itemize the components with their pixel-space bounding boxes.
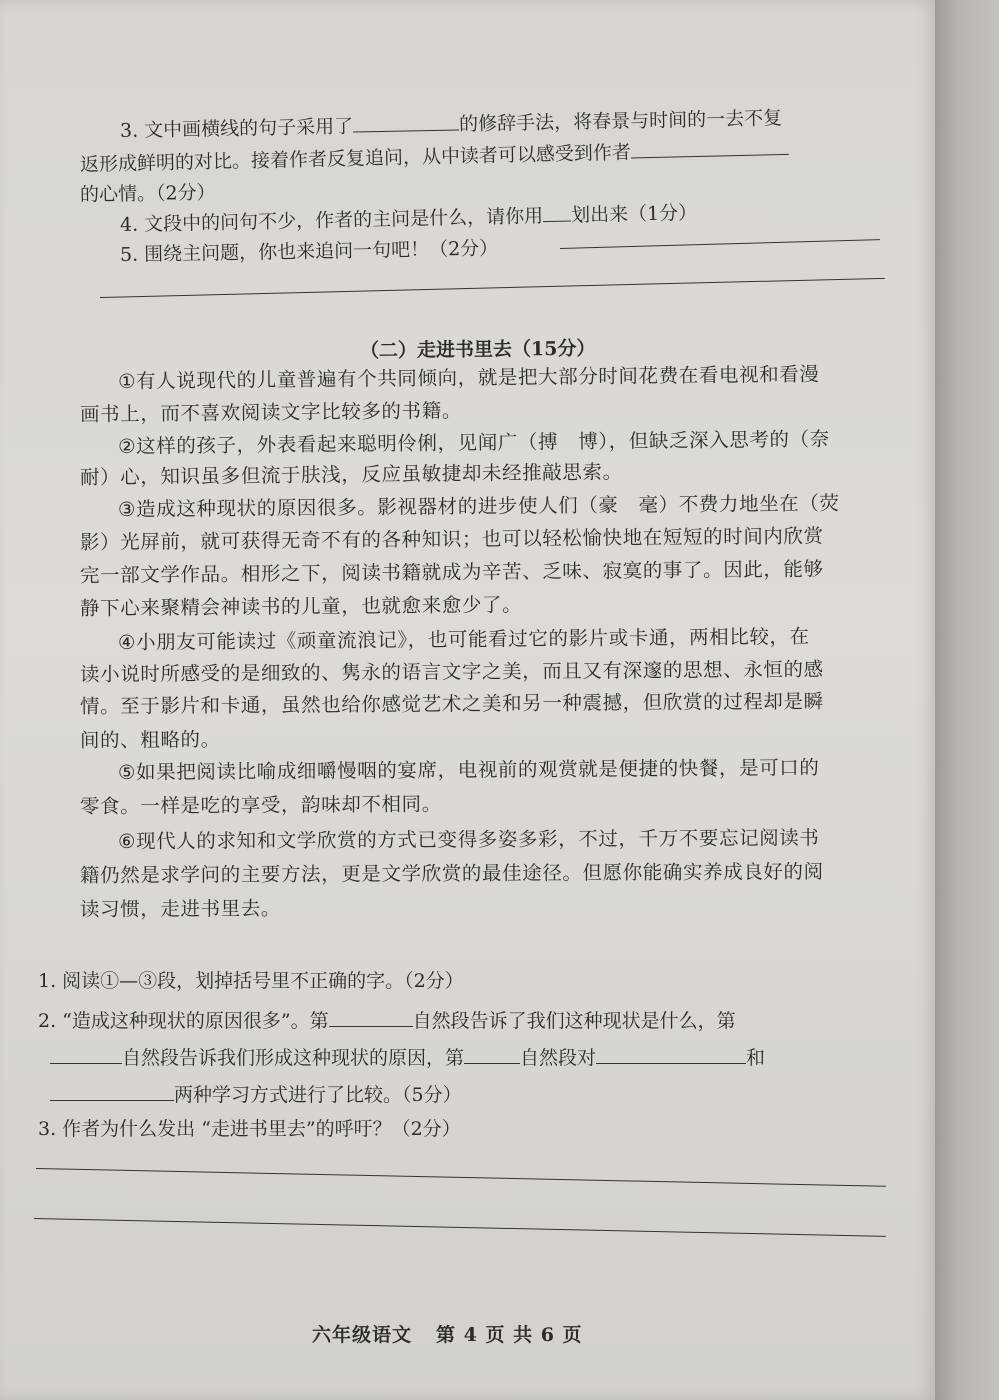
footer bbox=[312, 1322, 583, 1348]
passage-line-16: 籍仍然是求学问的主要方法，更是文学欣赏的最佳途径。但愿你能确实养成良好的阅 bbox=[79, 860, 824, 887]
footer-subject: 六年级语文 bbox=[312, 1324, 413, 1346]
passage-line-15: ⑥现代人的求知和文学欣赏的方式已变得多姿多彩，不过，千万不要忘记阅读书 bbox=[117, 826, 820, 853]
passage-line-11: 情。至于影片和卡通，虽然也给你感觉艺术之美和另一种震撼，但欣赏的过程却是瞬 bbox=[79, 689, 824, 718]
s1-q4-text1: 4. 文段中的问句不少，作者的主问是什么，请你用 bbox=[119, 205, 544, 236]
s1-q3-text3: 返形成鲜明的对比。接着作者反复追问，从中读者可以感受到作者 bbox=[79, 141, 632, 176]
s1-q5-text: 5. 围绕主问题，你也来追问一句吧！（2分） bbox=[119, 237, 499, 266]
passage-line-17: 读习惯，走进书里去。 bbox=[79, 896, 282, 921]
q1-line bbox=[38, 968, 464, 994]
passage-line-12: 间的、粗略的。 bbox=[79, 728, 221, 752]
s1-q3-line3 bbox=[80, 180, 216, 208]
q2-line3 bbox=[50, 1080, 462, 1108]
q2-line2 bbox=[50, 1043, 765, 1071]
q2-line1 bbox=[38, 1006, 736, 1034]
passage-line-3: ②这样的孩子，外表看起来聪明伶俐，见闻广（搏 博），但缺乏深入思考的（奈 bbox=[117, 427, 830, 458]
q2-text2: 自然段告诉了我们这种现状是什么，第 bbox=[412, 1010, 736, 1032]
q2-text4: 自然段对 bbox=[520, 1047, 597, 1069]
q2-blank3[interactable] bbox=[464, 1043, 520, 1064]
q2-blank4[interactable] bbox=[596, 1043, 746, 1064]
q2-blank5[interactable] bbox=[50, 1080, 174, 1101]
page-edge-shadow bbox=[935, 0, 999, 1400]
q3-line bbox=[38, 1116, 461, 1142]
section2-title: （二）走进书里去（15分） bbox=[359, 337, 596, 362]
passage-line-13: ⑤如果把阅读比喻成细嚼慢咽的宴席，电视前的观赏就是便捷的快餐，是可口的 bbox=[117, 756, 820, 784]
passage-line-7: 完一部文学作品。相形之下，阅读书籍就成为辛苦、乏味、寂寞的事了。因此，能够 bbox=[79, 557, 824, 587]
s1-q3-text1: 3. 文中画横线的句子采用了 bbox=[119, 115, 354, 142]
passage-line-14: 零食。一样是吃的享受，韵味却不相同。 bbox=[79, 792, 442, 818]
q2-text6: 两种学习方式进行了比较。（5分） bbox=[174, 1084, 462, 1106]
passage-line-6: 影）光屏前，就可获得无奇不有的各种知识；也可以轻松愉快地在短短的时间内欣赏 bbox=[79, 524, 824, 554]
q3-text: 3. 作者为什么发出 “走进书里去”的呼吁？（2分） bbox=[38, 1118, 461, 1140]
footer-page: 第 4 页 共 6 页 bbox=[436, 1324, 583, 1346]
s1-q3-text4: 的心情。（2分） bbox=[79, 181, 216, 206]
s1-q3-blank2[interactable] bbox=[631, 134, 789, 159]
s1-q4-blank[interactable] bbox=[543, 201, 571, 223]
q2-blank1[interactable] bbox=[329, 1006, 413, 1027]
q1-text: 1. 阅读①—③段，划掉括号里不正确的字。（2分） bbox=[38, 970, 464, 992]
passage-line-2: 画书上，而不喜欢阅读文字比较多的书籍。 bbox=[79, 399, 463, 426]
s1-q3-text2: 的修辞手法，将春景与时间的一去不复 bbox=[458, 107, 783, 136]
q2-text1: 2. “造成这种现状的原因很多”。第 bbox=[38, 1010, 329, 1032]
s1-q4-text2: 划出来（1分） bbox=[570, 201, 698, 227]
s1-q3-blank1[interactable] bbox=[353, 109, 459, 132]
q2-text5: 和 bbox=[746, 1047, 766, 1069]
passage-line-4: 耐）心，知识虽多但流于肤浅，反应虽敏捷却未经推敲思索。 bbox=[79, 460, 623, 489]
passage-line-1: ①有人说现代的儿童普遍有个共同倾向，就是把大部分时间花费在看电视和看漫 bbox=[117, 362, 820, 393]
passage-line-10: 读小说时所感受的是细致的、隽永的语言文字之美，而且又有深邃的思想、永恒的感 bbox=[79, 657, 824, 686]
passage-line-5: ③造成这种现状的原因很多。影视器材的进步使人们（豪 毫）不费力地坐在（荧 bbox=[117, 491, 840, 521]
passage-line-8: 静下心来聚精会神读书的儿童，也就愈来愈少了。 bbox=[79, 593, 523, 620]
q2-blank2[interactable] bbox=[50, 1043, 122, 1064]
q2-text3: 自然段告诉我们形成这种现状的原因，第 bbox=[122, 1047, 465, 1069]
passage-line-9: ④小朋友可能读过《顽童流浪记》，也可能看过它的影片或卡通，两相比较，在 bbox=[117, 624, 810, 654]
